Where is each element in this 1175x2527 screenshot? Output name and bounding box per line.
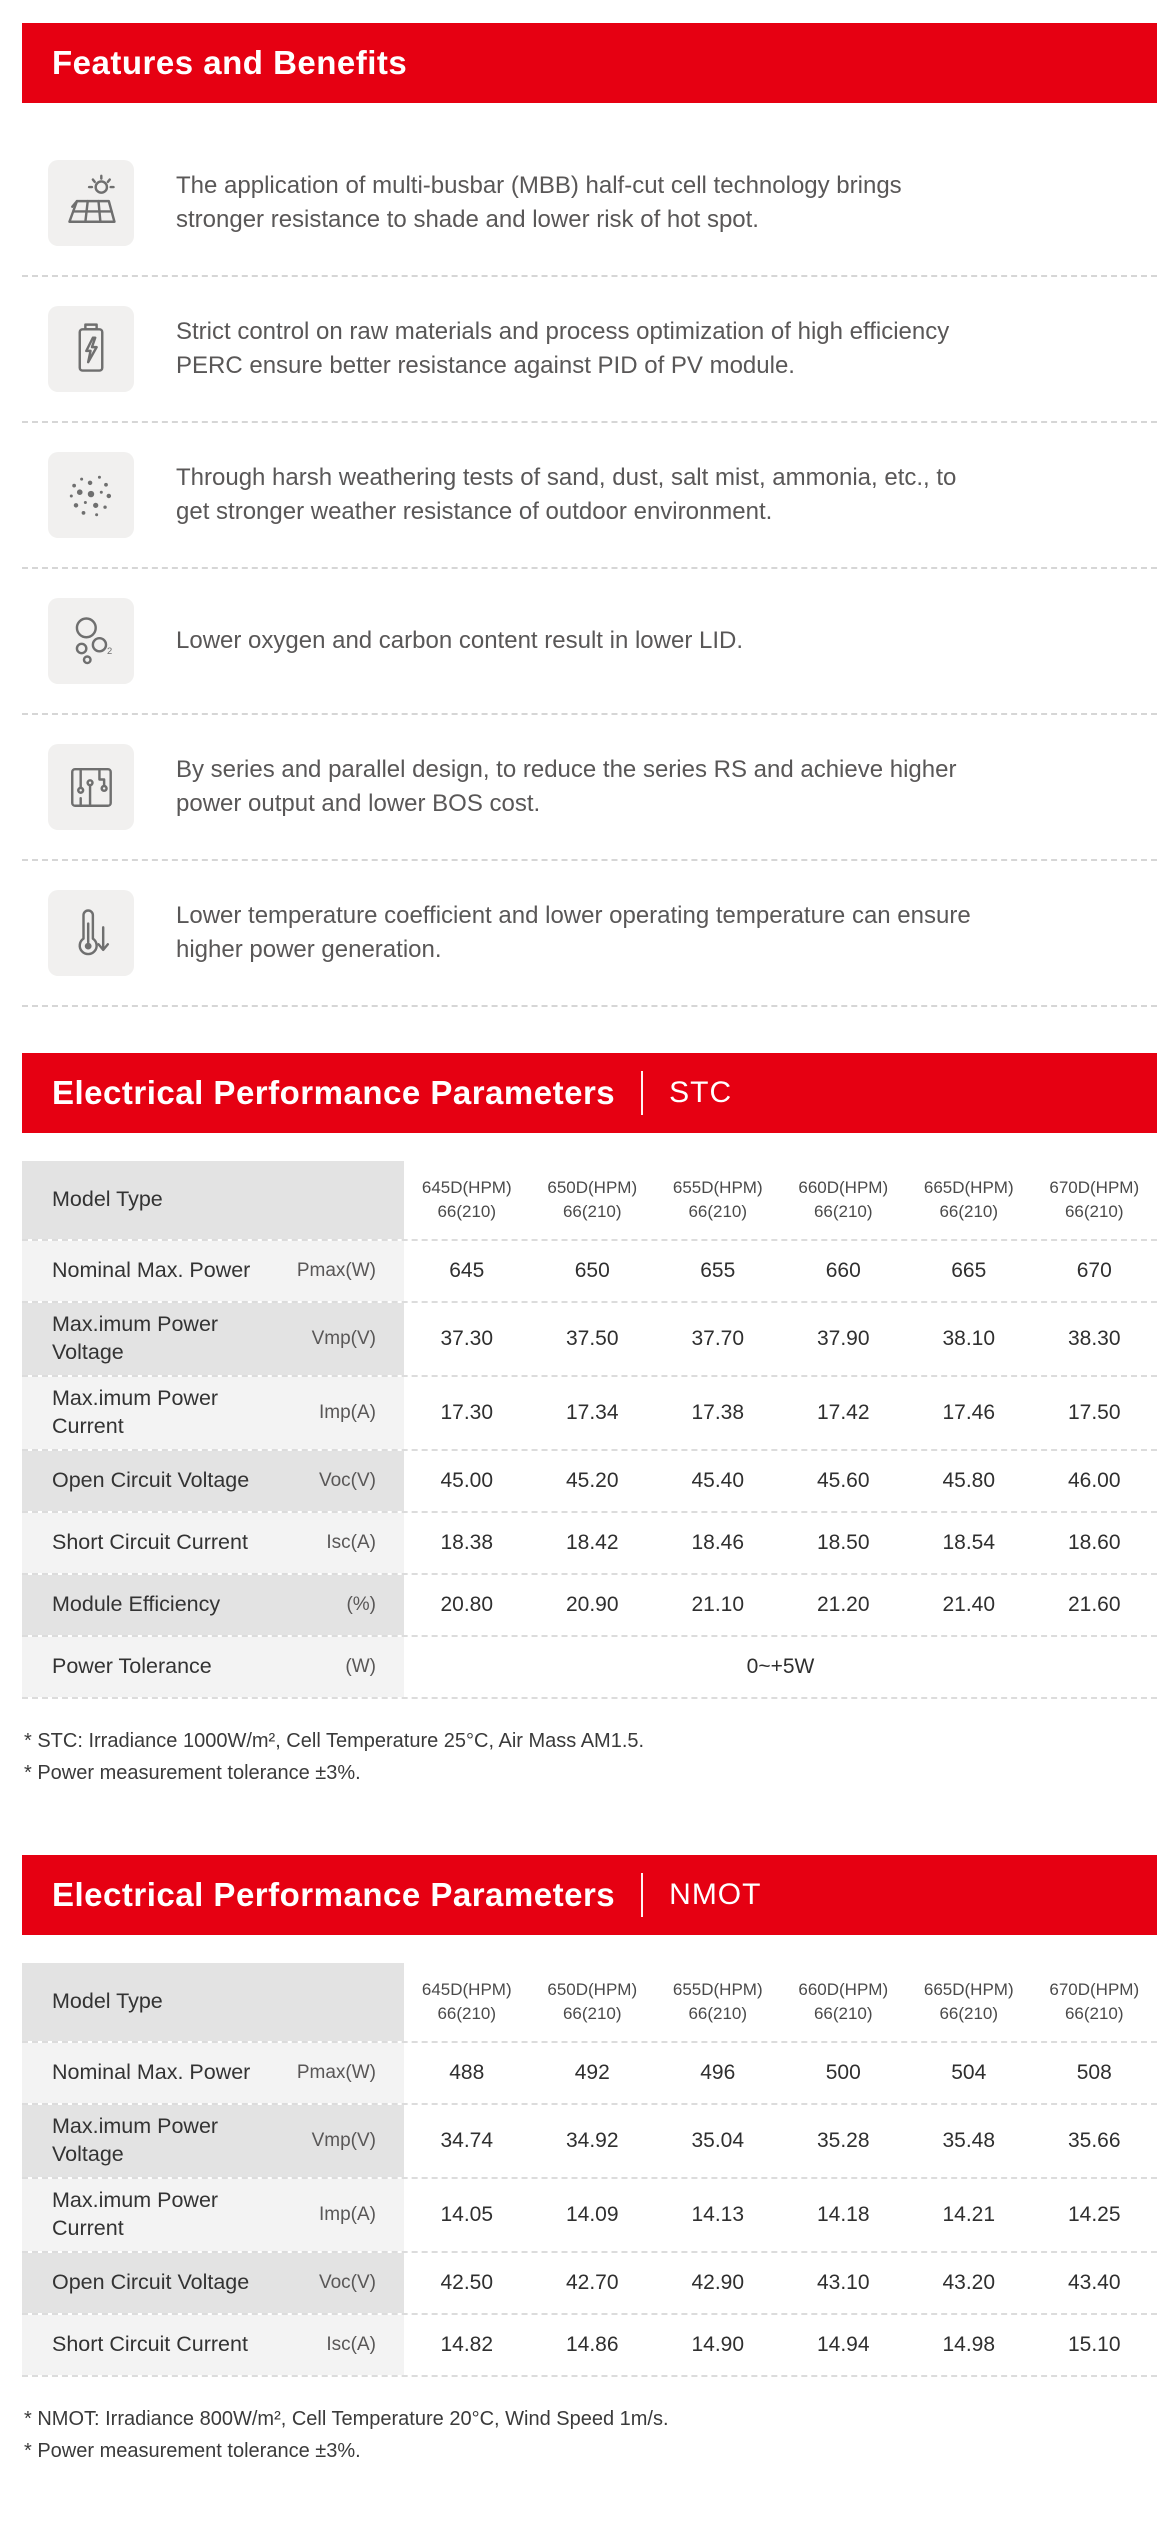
model-name-line: 660D(HPM) (798, 1979, 889, 1999)
model-name-line: 650D(HPM) (547, 1979, 638, 1999)
symbol-cell (284, 1303, 404, 1375)
value-cell: 17.42 (816, 1400, 870, 1424)
model-type-label-cell (22, 1161, 284, 1239)
symbol-cell (284, 1637, 404, 1697)
value-cell: 670 (1076, 1259, 1112, 1282)
table-row-vmp (22, 2105, 1157, 2179)
circuit-design-icon (48, 744, 134, 830)
feature-text: Through harsh weathering tests of sand, dust, salt mist, ammonia, etc., to get stronger weather resistance of outdoor environment. (176, 463, 957, 525)
row-label-cell (22, 1575, 284, 1635)
row-symbol: Imp(A) (319, 1401, 376, 1423)
value-cell: 655 (700, 1259, 736, 1282)
value-cell: 45.20 (565, 1468, 619, 1492)
value-cell: 17.34 (565, 1400, 619, 1424)
row-label: Module Efficiency (52, 1591, 221, 1616)
row-label-cell (22, 1303, 284, 1375)
value-cell: 14.86 (565, 2332, 619, 2356)
row-label: Open Circuit Voltage (52, 1467, 250, 1492)
nmot-banner (22, 1855, 1157, 1935)
value-cell: 17.46 (942, 1400, 996, 1424)
nmot-title: Electrical Performance Parameters (52, 1875, 616, 1913)
row-symbol: (W) (345, 1655, 376, 1677)
model-header-cell (1032, 1161, 1158, 1239)
symbol-cell (284, 2253, 404, 2313)
symbol-cell (284, 2043, 404, 2103)
value-cell: 42.50 (440, 2270, 494, 2294)
row-label: Short Circuit Current (52, 2331, 248, 2356)
model-name-line: 645D(HPM) (421, 1979, 512, 1999)
value-cell: 14.21 (942, 2202, 996, 2226)
value-cell: 645 (449, 1259, 485, 1282)
row-label: Max.imum Power Current (52, 2187, 219, 2240)
feature-item-mbb (22, 131, 1157, 277)
symbol-cell (284, 1451, 404, 1511)
value-cell: 15.10 (1067, 2332, 1121, 2356)
model-header-cell (530, 1161, 656, 1239)
banner-divider (641, 1873, 643, 1917)
model-name-line: 66(210) (437, 1202, 497, 1221)
model-header-cell (781, 1963, 907, 2041)
table-row-model-type (22, 1963, 1157, 2043)
row-label-cell (22, 1637, 284, 1697)
thermometer-down-icon (48, 890, 134, 976)
model-name (673, 1978, 763, 2026)
model-name (924, 1176, 1014, 1224)
value-cell: 14.09 (565, 2202, 619, 2226)
row-symbol: Pmax(W) (296, 2061, 376, 2083)
value-cell: 21.40 (942, 1592, 996, 1616)
model-name (422, 1176, 512, 1224)
row-label: Open Circuit Voltage (52, 2269, 250, 2294)
value-cell: 45.00 (440, 1468, 494, 1492)
value-cell: 14.13 (691, 2202, 745, 2226)
row-label-cell (22, 2253, 284, 2313)
row-symbol: Isc(A) (326, 2333, 376, 2355)
row-symbol: Isc(A) (326, 1531, 376, 1553)
value-cell: 665 (951, 1259, 987, 1282)
row-label: Max.imum Power Voltage (52, 1312, 219, 1364)
model-name (673, 1176, 763, 1224)
model-name-line: 670D(HPM) (1049, 1979, 1140, 1999)
sand-dust-particles-icon (48, 452, 134, 538)
svg-text:2: 2 (106, 646, 113, 657)
stc-title: Electrical Performance Parameters (52, 1074, 616, 1111)
row-symbol: (%) (346, 1593, 376, 1615)
model-name (798, 1176, 888, 1224)
model-header-cell (1032, 1963, 1158, 2041)
value-cell: 660 (825, 1259, 861, 1282)
table-row-power-tolerance (22, 1637, 1157, 1699)
value-cell: 46.00 (1067, 1468, 1121, 1492)
value-cell: 45.80 (942, 1468, 996, 1492)
model-header-cell (530, 1963, 656, 2041)
stc-section (22, 1053, 1157, 1789)
value-cell: 43.20 (942, 2270, 996, 2294)
value-cell: 14.82 (440, 2332, 494, 2356)
value-cell: 18.42 (565, 1530, 619, 1554)
value-cell: 35.04 (691, 2128, 745, 2152)
value-cell: 18.54 (942, 1530, 996, 1554)
row-label: Max.imum Power Voltage (52, 2113, 219, 2166)
feature-item-lid (22, 569, 1157, 715)
value-cell: 38.30 (1067, 1326, 1121, 1350)
model-name-line: 66(210) (437, 2003, 497, 2023)
feature-item-weathering (22, 423, 1157, 569)
row-label-cell (22, 2105, 284, 2177)
row-symbol: Voc(V) (318, 1469, 376, 1491)
model-type-label-cell (22, 1963, 284, 2041)
table-row-pmax (22, 2043, 1157, 2105)
feature-item-temp-coefficient (22, 861, 1157, 1007)
value-cell: 492 (574, 2060, 610, 2084)
feature-item-series-parallel (22, 715, 1157, 861)
model-header-cell (655, 1963, 781, 2041)
table-row-isc (22, 2315, 1157, 2377)
value-cell: 18.50 (816, 1530, 870, 1554)
table-row-imp (22, 1377, 1157, 1451)
row-symbol: Imp(A) (319, 2203, 376, 2225)
nmot-section (22, 1855, 1157, 2467)
model-name-line: 665D(HPM) (923, 1979, 1014, 1999)
model-header-cell (781, 1161, 907, 1239)
table-row-isc (22, 1513, 1157, 1575)
row-symbol: Vmp(V) (311, 1327, 376, 1349)
table-row-efficiency (22, 1575, 1157, 1637)
value-cell: 43.40 (1067, 2270, 1121, 2294)
row-label: Power Tolerance (52, 1653, 212, 1678)
table-row-imp (22, 2179, 1157, 2253)
value-cell: 37.70 (691, 1326, 745, 1350)
model-name-line: 670D(HPM) (1049, 1178, 1140, 1198)
value-cell: 21.10 (691, 1592, 745, 1616)
symbol-cell (284, 2105, 404, 2177)
model-name (1049, 1978, 1139, 2026)
model-name-line: 66(210) (688, 2003, 748, 2023)
row-label: Max.imum Power Current (52, 1385, 219, 1438)
value-cell: 14.90 (691, 2332, 745, 2356)
value-cell: 488 (449, 2060, 485, 2084)
value-cell: 17.50 (1067, 1400, 1121, 1424)
value-cell: 0~+5W (746, 1654, 815, 1678)
value-cell: 496 (700, 2060, 736, 2084)
model-name-line: 655D(HPM) (672, 1979, 763, 1999)
value-cell: 500 (825, 2060, 861, 2084)
row-symbol: Vmp(V) (311, 2129, 376, 2151)
row-label-cell (22, 1451, 284, 1511)
model-name-line: 66(210) (1064, 1202, 1124, 1221)
nmot-footnote: * Power measurement tolerance ±3%. (24, 2439, 361, 2462)
feature-text: Strict control on raw materials and process optimization of high efficiency PERC ensure better resistance against PID of PV module. (176, 317, 950, 379)
value-cell: 35.28 (816, 2128, 870, 2152)
stc-banner (22, 1053, 1157, 1133)
stc-footnote: * STC: Irradiance 1000W/m², Cell Temperature 25°C, Air Mass AM1.5. (24, 1729, 645, 1752)
value-cell: 37.50 (565, 1326, 619, 1350)
model-name (547, 1176, 637, 1224)
row-label-cell (22, 2315, 284, 2375)
feature-text: By series and parallel design, to reduce the series RS and achieve higher power output and lower BOS cost. (176, 755, 957, 817)
model-name (798, 1978, 888, 2026)
value-cell: 42.90 (691, 2270, 745, 2294)
model-name-line: 665D(HPM) (923, 1178, 1014, 1198)
symbol-cell (284, 1241, 404, 1301)
row-label-cell (22, 1241, 284, 1301)
row-label-cell (22, 2179, 284, 2251)
table-row-voc (22, 1451, 1157, 1513)
value-cell: 45.60 (816, 1468, 870, 1492)
value-cell: 37.90 (816, 1326, 870, 1350)
row-label-cell (22, 2043, 284, 2103)
model-header-cell (404, 1963, 530, 2041)
table-row-pmax (22, 1241, 1157, 1303)
feature-item-pid (22, 277, 1157, 423)
feature-text: The application of multi-busbar (MBB) half-cut cell technology brings stronger resistance to shade and lower risk of hot spot. (176, 171, 902, 233)
model-header-cell (906, 1963, 1032, 2041)
value-cell: 35.48 (942, 2128, 996, 2152)
value-cell: 650 (574, 1259, 610, 1282)
feature-text: Lower oxygen and carbon content result in lower LID. (176, 626, 743, 654)
model-name (547, 1978, 637, 2026)
row-symbol: Pmax(W) (296, 1260, 376, 1281)
symbol-cell (284, 1161, 404, 1239)
nmot-footnote: * NMOT: Irradiance 800W/m², Cell Temperature 20°C, Wind Speed 1m/s. (24, 2407, 669, 2430)
value-cell: 14.25 (1067, 2202, 1121, 2226)
symbol-cell (284, 1377, 404, 1449)
value-cell: 21.60 (1067, 1592, 1121, 1616)
model-name-line: 655D(HPM) (672, 1178, 763, 1198)
battery-lightning-icon (48, 306, 134, 392)
symbol-cell (284, 2179, 404, 2251)
table-row-voc (22, 2253, 1157, 2315)
model-name-line: 66(210) (562, 1202, 622, 1221)
value-cell: 18.38 (440, 1530, 494, 1554)
value-cell: 20.90 (565, 1592, 619, 1616)
value-cell: 14.18 (816, 2202, 870, 2226)
stc-table (22, 1161, 1157, 1699)
features-title: Features and Benefits (52, 44, 408, 81)
model-name-line: 66(210) (939, 2003, 999, 2023)
banner-divider (641, 1071, 643, 1115)
model-name-line: 66(210) (688, 1202, 748, 1221)
model-header-cell (655, 1161, 781, 1239)
row-label: Nominal Max. Power (52, 1258, 251, 1283)
nmot-table (22, 1963, 1157, 2377)
nmot-condition-label: NMOT (669, 1877, 762, 1911)
value-cell: 38.10 (942, 1326, 996, 1350)
model-name-line: 66(210) (1064, 2003, 1124, 2023)
row-label: Nominal Max. Power (52, 2059, 251, 2084)
symbol-cell (284, 2315, 404, 2375)
model-name (924, 1978, 1014, 2026)
features-list (22, 131, 1157, 1007)
oxygen-molecules-icon (48, 598, 134, 684)
value-cell: 45.40 (691, 1468, 745, 1492)
model-name-line: 645D(HPM) (421, 1178, 512, 1198)
value-cell: 14.05 (440, 2202, 494, 2226)
value-cell: 504 (951, 2060, 987, 2084)
value-cell: 35.66 (1067, 2128, 1121, 2152)
model-name-line: 66(210) (813, 2003, 873, 2023)
table-row-model-type (22, 1161, 1157, 1241)
value-cell: 34.92 (565, 2128, 619, 2152)
model-name (1049, 1176, 1139, 1224)
row-label: Short Circuit Current (52, 1529, 248, 1554)
value-cell: 18.60 (1067, 1530, 1121, 1554)
model-header-cell (404, 1161, 530, 1239)
value-cell: 20.80 (440, 1592, 494, 1616)
features-banner (22, 23, 1157, 103)
model-name-line: 66(210) (813, 1202, 873, 1221)
model-header-cell (906, 1161, 1032, 1239)
symbol-cell (284, 1575, 404, 1635)
model-name (422, 1978, 512, 2026)
solar-panel-sun-icon (48, 160, 134, 246)
model-name-line: 660D(HPM) (798, 1178, 889, 1198)
value-cell: 34.74 (440, 2128, 494, 2152)
row-label-cell (22, 1513, 284, 1573)
symbol-cell (284, 1963, 404, 2041)
value-cell: 18.46 (691, 1530, 745, 1554)
value-cell: 17.38 (691, 1400, 745, 1424)
model-name-line: 650D(HPM) (547, 1178, 638, 1198)
row-label: Model Type (52, 1988, 163, 2013)
value-cell: 43.10 (816, 2270, 870, 2294)
value-cell: 14.98 (942, 2332, 996, 2356)
feature-text: Lower temperature coefficient and lower operating temperature can ensure higher power generation. (176, 901, 971, 963)
symbol-cell (284, 1513, 404, 1573)
row-label-cell (22, 1377, 284, 1449)
value-cell: 21.20 (816, 1592, 870, 1616)
table-row-vmp (22, 1303, 1157, 1377)
value-cell: 17.30 (440, 1400, 494, 1424)
model-name-line: 66(210) (939, 1202, 999, 1221)
stc-footnote: * Power measurement tolerance ±3%. (24, 1761, 361, 1784)
value-cell: 508 (1076, 2060, 1112, 2084)
row-symbol: Voc(V) (318, 2271, 376, 2293)
stc-condition-label: STC (669, 1076, 733, 1109)
value-cell: 37.30 (440, 1326, 494, 1350)
value-cell: 14.94 (816, 2332, 870, 2356)
value-cell: 42.70 (565, 2270, 619, 2294)
row-label: Model Type (52, 1187, 163, 1212)
model-name-line: 66(210) (562, 2003, 622, 2023)
